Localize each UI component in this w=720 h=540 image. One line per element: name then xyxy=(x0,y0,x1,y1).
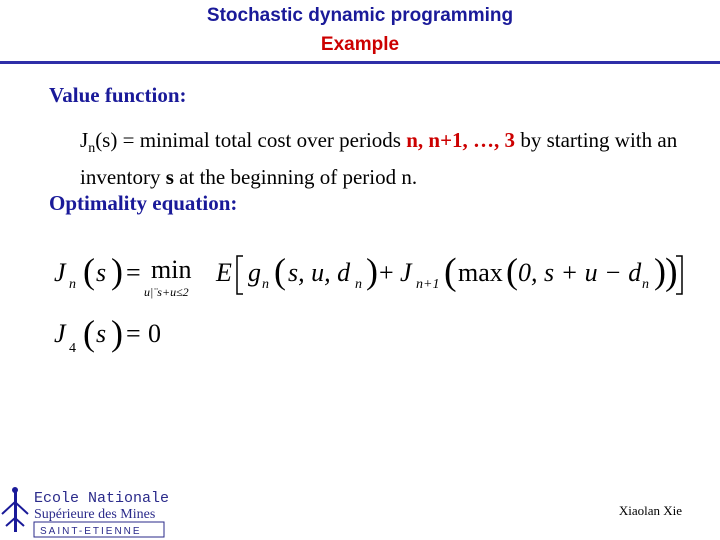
eq1-lbracket xyxy=(237,256,243,294)
eq1-j2: J xyxy=(400,258,412,287)
def-periods: n, n+1, …, 3 xyxy=(406,128,516,152)
eq1-max-args-sub: n xyxy=(642,277,649,292)
title-divider xyxy=(0,61,720,64)
def-s: s xyxy=(165,165,174,190)
eq1-lparen: ( xyxy=(83,251,95,291)
eq1-g: g xyxy=(248,258,261,287)
eq1-min-sub: u|¨s+u≤2 xyxy=(144,285,189,299)
school-logo xyxy=(0,484,180,540)
optimality-heading: Optimality equation: xyxy=(49,191,238,215)
eq1-e: E xyxy=(216,258,232,287)
eq2-s: s xyxy=(96,319,107,348)
eq1-j: J xyxy=(54,258,66,287)
logo-line2: Supérieure des Mines xyxy=(34,507,156,522)
logo-line3: SAINT-ETIENNE xyxy=(40,526,142,537)
value-function-heading: Value function: xyxy=(49,83,187,107)
def-j-sub: n xyxy=(88,141,96,157)
eq1-equals: = xyxy=(126,258,141,287)
eq1-args: s, u, d xyxy=(288,258,351,287)
slide-title xyxy=(0,0,720,61)
optimality-equation xyxy=(48,248,698,304)
def-part1: (s) = minimal total cost over periods xyxy=(95,128,407,152)
eq1-j2-sub: n+1 xyxy=(416,277,440,292)
eq2-j: J xyxy=(54,319,66,348)
eq1-plus: + xyxy=(379,258,394,287)
author-name: Xiaolan Xie xyxy=(618,503,682,518)
logo-emblem-icon xyxy=(2,487,28,532)
eq1-max-args-lparen: ( xyxy=(506,251,518,291)
title-line-1: Stochastic dynamic programming xyxy=(206,5,514,26)
eq1-args-lparen: ( xyxy=(274,251,286,291)
def-j: J xyxy=(80,128,89,152)
def-part2: by starting with an inventory xyxy=(80,128,678,190)
eq1-max-lparen: ( xyxy=(444,251,457,293)
terminal-equation xyxy=(48,312,248,362)
eq2-rparen: ) xyxy=(111,313,123,353)
eq1-max-args-rparen: ) xyxy=(654,251,666,291)
eq1-max-rparen: ) xyxy=(665,251,678,293)
eq2-equals: = xyxy=(126,319,141,348)
def-part3: at the beginning of period n. xyxy=(173,165,418,190)
eq2-lparen: ( xyxy=(83,313,95,353)
eq1-max: max xyxy=(458,258,503,287)
logo-line1: Ecole Nationale xyxy=(34,490,170,507)
eq1-args-rparen: ) xyxy=(366,251,378,291)
eq1-g-sub: n xyxy=(262,277,269,292)
eq1-s: s xyxy=(96,258,107,287)
eq1-args-sub: n xyxy=(355,277,362,292)
value-function-definition xyxy=(80,126,700,191)
eq1-rparen: ) xyxy=(111,251,123,291)
title-line-2: Example xyxy=(320,34,400,55)
eq1-j-sub: n xyxy=(69,277,76,292)
eq2-j-sub: 4 xyxy=(69,341,76,356)
eq1-min: min xyxy=(151,255,192,284)
eq2-value: 0 xyxy=(148,319,161,348)
eq1-max-args: 0, s + u − d xyxy=(518,258,642,287)
